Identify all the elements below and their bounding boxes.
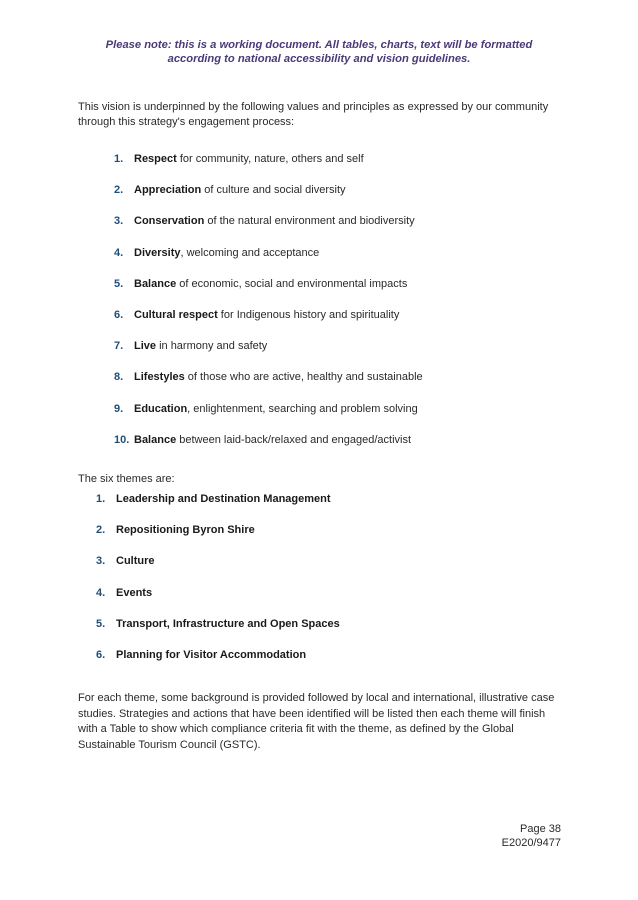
values-item-keyword: Lifestyles bbox=[134, 371, 185, 384]
values-item-text: of economic, social and environmental impacts bbox=[176, 277, 408, 290]
values-item bbox=[114, 433, 554, 464]
theme-item bbox=[96, 492, 340, 523]
values-item-number: 1. bbox=[114, 153, 124, 165]
values-item bbox=[114, 152, 554, 183]
values-list bbox=[114, 152, 554, 464]
values-item bbox=[114, 308, 554, 339]
theme-item-label: Repositioning Byron Shire bbox=[116, 524, 255, 537]
values-item-number: 5. bbox=[114, 277, 124, 290]
theme-item-number: 4. bbox=[96, 586, 106, 599]
values-item bbox=[114, 339, 554, 370]
notice-line-2: according to national accessibility and vision guidelines. bbox=[167, 53, 471, 65]
theme-item-number: 5. bbox=[96, 617, 106, 630]
values-item-number: 7. bbox=[114, 340, 124, 353]
page-footer bbox=[502, 822, 561, 850]
values-item bbox=[114, 402, 554, 433]
values-item-number: 6. bbox=[114, 308, 124, 321]
values-item-number: 2. bbox=[114, 184, 124, 197]
values-item-keyword: Education bbox=[134, 402, 188, 415]
values-item-text: of the natural environment and biodiversity bbox=[204, 215, 415, 228]
theme-item bbox=[96, 648, 340, 679]
values-item-text: for community, nature, others and self bbox=[176, 153, 364, 165]
values-item bbox=[114, 183, 554, 214]
values-item-keyword: Diversity bbox=[134, 246, 181, 259]
theme-item-label: Planning for Visitor Accommodation bbox=[116, 648, 307, 661]
values-item-number: 9. bbox=[114, 402, 124, 415]
notice-line-1: Please note: this is a working document. All tables, charts, text will be formatted bbox=[105, 39, 533, 51]
values-item bbox=[114, 214, 554, 245]
theme-item-number: 2. bbox=[96, 524, 106, 537]
theme-item-number: 3. bbox=[96, 555, 106, 568]
values-item-number: 8. bbox=[114, 371, 124, 384]
values-item-text: , enlightenment, searching and problem solving bbox=[187, 402, 418, 415]
page-number: Page 38 bbox=[520, 823, 561, 835]
theme-item-label: Events bbox=[116, 586, 153, 599]
values-item-text: of culture and social diversity bbox=[201, 184, 346, 197]
values-item-text: of those who are active, healthy and sustainable bbox=[184, 371, 423, 384]
theme-item bbox=[96, 554, 340, 585]
values-item-keyword: Conservation bbox=[134, 215, 205, 228]
working-document-notice bbox=[80, 38, 558, 66]
values-item bbox=[114, 277, 554, 308]
theme-item-number: 6. bbox=[96, 648, 106, 661]
values-item-number: 10. bbox=[114, 433, 130, 446]
theme-item-number: 1. bbox=[96, 493, 106, 505]
themes-intro: The six themes are: bbox=[78, 473, 175, 485]
theme-item bbox=[96, 523, 340, 554]
values-item-keyword: Respect bbox=[134, 153, 177, 165]
theme-item-label: Transport, Infrastructure and Open Spaces bbox=[116, 617, 340, 630]
values-item-keyword: Cultural respect bbox=[134, 308, 218, 321]
theme-item-label: Culture bbox=[116, 555, 155, 568]
closing-paragraph: For each theme, some background is provided followed by local and international, illustrative case studies. Strategies and actions that have been identified will be listed then each theme will finish with a Table to show which compliance criteria fit with the theme, as defined by the Global Sustainable Tourism Council (GSTC). bbox=[78, 692, 555, 751]
theme-item-label: Leadership and Destination Management bbox=[116, 493, 331, 505]
values-item bbox=[114, 246, 554, 277]
values-item-keyword: Balance bbox=[134, 277, 177, 290]
values-item-keyword: Balance bbox=[134, 433, 177, 446]
themes-list bbox=[96, 492, 340, 679]
values-item-text: between laid-back/relaxed and engaged/activist bbox=[176, 433, 412, 446]
values-item-number: 3. bbox=[114, 215, 124, 228]
values-item-text: , welcoming and acceptance bbox=[180, 246, 320, 259]
values-item-number: 4. bbox=[114, 246, 124, 259]
theme-item bbox=[96, 586, 340, 617]
values-item bbox=[114, 370, 554, 401]
values-item-text: for Indigenous history and spirituality bbox=[217, 308, 400, 321]
intro-paragraph: This vision is underpinned by the following values and principles as expressed by our community through this strategy's engagement process: bbox=[78, 101, 549, 128]
values-item-text: in harmony and safety bbox=[156, 340, 268, 353]
theme-item bbox=[96, 617, 340, 648]
values-item-keyword: Appreciation bbox=[134, 184, 202, 197]
values-item-keyword: Live bbox=[134, 340, 157, 353]
document-reference: E2020/9477 bbox=[501, 837, 561, 849]
